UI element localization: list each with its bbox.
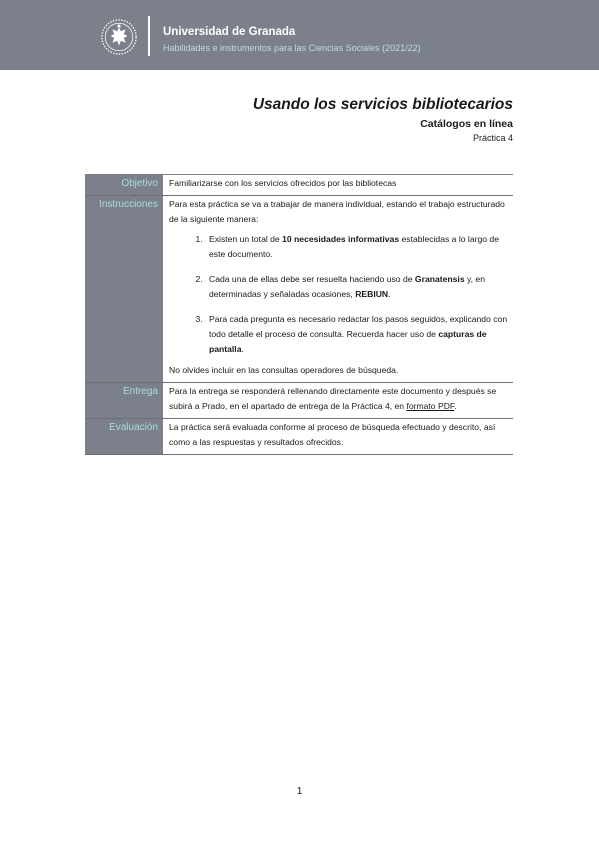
- row-objetivo: [85, 175, 513, 196]
- header-divider: [148, 16, 150, 56]
- instrucciones-list: [169, 232, 509, 357]
- objetivo-text: Familiarizarse con los servicios ofrecidos por las bibliotecas: [169, 178, 397, 188]
- list-item: 1. Existen un total de 10 necesidades informativas establecidas a lo largo de este documento.: [205, 232, 509, 262]
- page-header: [0, 0, 599, 70]
- list-item: 3. Para cada pregunta es necesario redactar los pasos seguidos, explicando con todo detalle el proceso de consulta. Recuerda hacer uso de capturas de pantalla.: [205, 312, 509, 357]
- instrucciones-label: Instrucciones: [85, 196, 163, 383]
- university-seal-icon: [100, 18, 138, 56]
- evaluacion-text: La práctica será evaluada conforme al proceso de búsqueda efectuado y descrito, así como a las respuestas y resultados ofrecidos.: [169, 422, 496, 447]
- instrucciones-note: No olvides incluir en las consultas operadores de búsqueda.: [169, 365, 399, 375]
- instructions-table: [85, 174, 513, 455]
- instrucciones-content: [163, 196, 513, 383]
- course-name: Habilidades e instrumentos para las Ciencias Sociales (2021/22): [163, 43, 421, 53]
- objetivo-label: Objetivo: [85, 175, 163, 196]
- practice-number: Práctica 4: [472, 133, 513, 143]
- document-subtitle: Catálogos en línea: [420, 118, 513, 130]
- entrega-label: Entrega: [85, 383, 163, 419]
- entrega-content: Para la entrega se responderá rellenando directamente este documento y después se subirá a Prado, en el apartado de entrega de la Práctica 4, en formato PDF.: [169, 386, 497, 411]
- document-title: Usando los servicios bibliotecarios: [252, 96, 513, 113]
- page-number: 1: [296, 786, 303, 797]
- row-instrucciones: [85, 196, 513, 383]
- list-item: 2. Cada una de ellas debe ser resuelta haciendo uso de Granatensis y, en determinadas y señaladas ocasiones, REBIUN.: [205, 272, 509, 302]
- university-name: Universidad de Granada: [163, 26, 296, 38]
- formato-pdf-link[interactable]: formato PDF: [406, 401, 455, 411]
- instrucciones-intro: Para esta práctica se va a trabajar de manera individual, estando el trabajo estructurado de la siguiente manera:: [169, 199, 505, 224]
- row-entrega: [85, 383, 513, 419]
- evaluacion-label: Evaluación: [85, 419, 163, 455]
- row-evaluacion: [85, 419, 513, 455]
